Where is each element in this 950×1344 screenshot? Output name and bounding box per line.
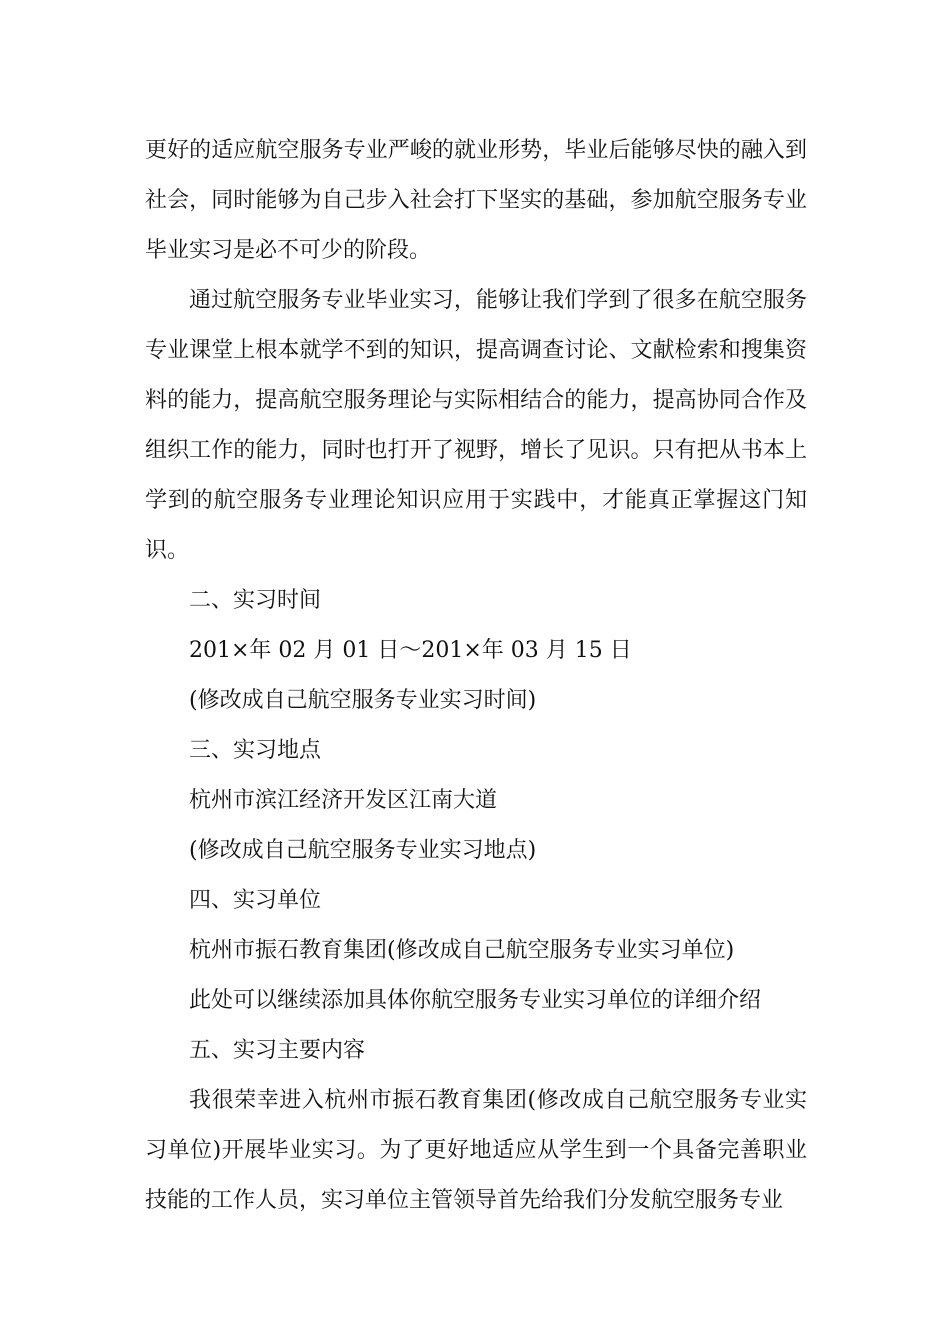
paragraph-continuation: 更好的适应航空服务专业严峻的就业形势，毕业后能够尽快的融入到社会，同时能够为自己步入社会打下坚实的基础，参加航空服务专业毕业实习是必不可少的阶段。 [145,138,807,263]
internship-location-note: (修改成自己航空服务专业实习地点) [189,838,537,863]
section-heading-internship-location: 三、实习地点 [189,738,322,763]
internship-unit: 杭州市振石教育集团(修改成自己航空服务专业实习单位) [189,938,735,963]
internship-dates-note: (修改成自己航空服务专业实习时间) [189,688,537,713]
internship-dates: 201×年 02 月 01 日～201×年 03 月 15 日 [189,638,632,663]
document-body [145,126,807,1226]
paragraph-main-content: 我很荣幸进入杭州市振石教育集团(修改成自己航空服务专业实习单位)开展毕业实习。为了更好地适应从学生到一个具备完善职业技能的工作人员，实习单位主管领导首先给我们分发航空服务专业 [145,1088,807,1213]
section-heading-internship-time: 二、实习时间 [189,588,322,613]
paragraph-internship-purpose: 通过航空服务专业毕业实习，能够让我们学到了很多在航空服务专业课堂上根本就学不到的知识，提高调查讨论、文献检索和搜集资料的能力，提高航空服务理论与实际相结合的能力，提高协同合作及组织工作的能力，同时也打开了视野，增长了见识。只有把从书本上学到的航空服务专业理论知识应用于实践中，才能真正掌握这门知识。 [145,288,807,563]
internship-unit-note: 此处可以继续添加具体你航空服务专业实习单位的详细介绍 [189,988,762,1013]
section-heading-internship-unit: 四、实习单位 [189,888,322,913]
section-heading-main-content: 五、实习主要内容 [189,1038,366,1063]
internship-location: 杭州市滨江经济开发区江南大道 [189,788,498,813]
